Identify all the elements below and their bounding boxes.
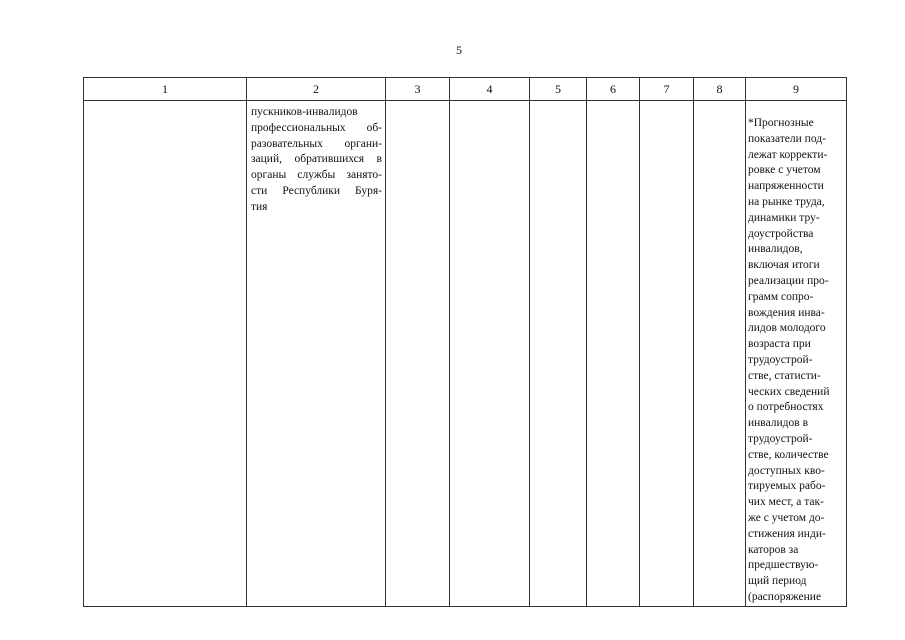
cell-col-6 (587, 101, 640, 607)
text-line: динамики тру- (748, 211, 820, 224)
cell-col-7 (640, 101, 694, 607)
text-line: заций, обратившихся в (251, 153, 382, 166)
column-header-4: 4 (450, 78, 530, 101)
cell-col-1 (84, 101, 247, 607)
page-number: 5 (456, 43, 462, 57)
text-line: органы службы занято- (251, 169, 382, 182)
text-line: показатели под- (748, 132, 826, 145)
text-line: реализации про- (748, 274, 829, 287)
column-header-5: 5 (530, 78, 587, 101)
column-header-7: 7 (640, 78, 694, 101)
text-line: напряженности (748, 180, 824, 193)
text-line: о потребностях (748, 401, 824, 414)
text-line: стижения инди- (748, 527, 826, 540)
column-header-6: 6 (587, 78, 640, 101)
text-line: пускников-инвалидов (251, 106, 358, 118)
text-line: возраста при (748, 338, 811, 351)
text-line: на рынке труда, (748, 195, 825, 208)
text-line: же с учетом до- (748, 511, 825, 524)
text-line: трудоустрой- (748, 432, 813, 445)
col2-text-block (247, 101, 385, 216)
cell-col-5 (530, 101, 587, 607)
col9-text-block (746, 101, 846, 606)
text-line: тируемых рабо- (748, 480, 826, 493)
column-header-2: 2 (247, 78, 386, 101)
text-line: (распоряжение (748, 590, 822, 603)
text-line: каторов за (748, 543, 799, 556)
text-line: разовательных органи- (251, 137, 382, 150)
text-line: вождения инва- (748, 306, 825, 319)
text-line: ровке с учетом (748, 164, 821, 177)
text-line: стве, количестве (748, 448, 829, 461)
text-line: сти Республики Буря- (251, 184, 382, 197)
text-line: инвалидов, (748, 243, 803, 256)
text-line: предшествую- (748, 559, 819, 572)
cell-col-3 (386, 101, 450, 607)
cell-col-2 (247, 101, 386, 607)
cell-col-4 (450, 101, 530, 607)
text-line: доступных кво- (748, 464, 825, 477)
text-line: щий период (748, 575, 807, 588)
text-line: профессиональных об- (251, 121, 382, 134)
text-line: включая итоги (748, 259, 820, 272)
text-line: лидов молодого (748, 322, 826, 335)
text-line: тия (251, 200, 268, 213)
text-line: *Прогнозные (748, 117, 814, 129)
table-row (84, 101, 847, 607)
header-row (84, 78, 847, 101)
cell-col-8 (694, 101, 746, 607)
text-line: чих мест, а так- (748, 496, 824, 509)
document-table (83, 77, 847, 607)
text-line: трудоустрой- (748, 353, 813, 366)
column-header-1: 1 (84, 78, 247, 101)
column-header-3: 3 (386, 78, 450, 101)
text-line: грамм сопро- (748, 290, 814, 303)
text-line: стве, статисти- (748, 369, 821, 382)
text-line: инвалидов в (748, 417, 809, 430)
text-line: лежат корректи- (748, 148, 828, 161)
column-header-8: 8 (694, 78, 746, 101)
text-line: доустройства (748, 227, 814, 240)
column-header-9: 9 (746, 78, 847, 101)
text-line: ческих сведений (748, 385, 830, 398)
cell-col-9 (746, 101, 847, 607)
